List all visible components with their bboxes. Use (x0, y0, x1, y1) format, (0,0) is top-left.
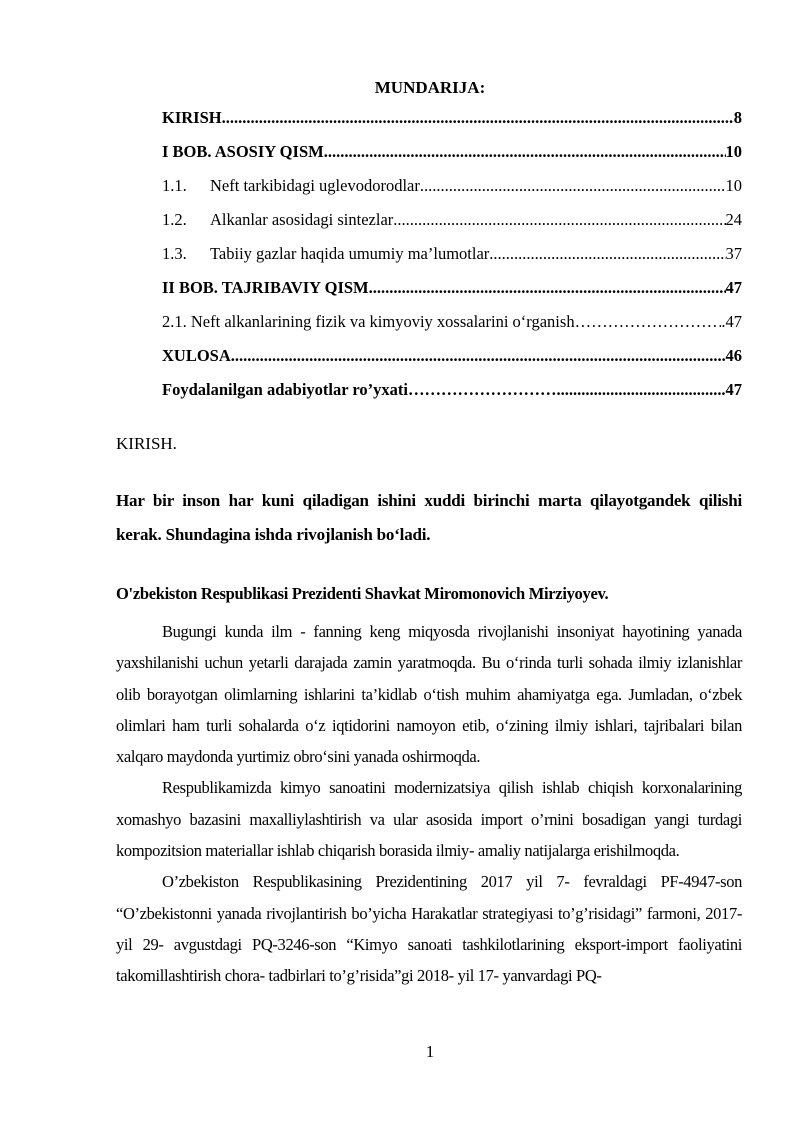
toc-entry-page: 10 (725, 142, 742, 161)
toc-leader-dots (231, 346, 726, 366)
toc-entry-page: 24 (725, 210, 742, 229)
toc-entry-page: 47 (725, 278, 742, 297)
paragraph: Bugungi kunda ilm - fanning keng miqyosda rivojlanishi insoniyat hayotining yanada yaxshilanishi uchun yetarli darajada zamin yaratmoqda. Bu o‘rinda turli sohada ilmiy izlanishlar olib borayotgan olimlarning ishlarini ta’kidlab o‘tish muhim ahamiyatga ega. Jumladan, o‘zbek olimlari ham turli sohalarda o‘z iqtidorini namoyon etib, o‘zining ilmiy ishlari, tajribalari bilan xalqaro maydonda yurtimiz obro‘sini yanada oshirmoqda. (116, 622, 742, 767)
toc-leader-dots (575, 312, 722, 332)
toc-entry-number: 1.1. (162, 176, 187, 195)
toc-entry-label: Neft tarkibidagi uglevodorodlar (210, 176, 420, 195)
toc-entry-label: XULOSA (162, 346, 231, 365)
toc-entry-2-1 (162, 312, 742, 346)
toc-entry-1-3 (162, 244, 742, 278)
toc-entry-page: .47 (721, 312, 742, 331)
toc-entry-number: 1.2. (162, 210, 187, 229)
paragraph: O’zbekiston Respublikasining Prezidentining 2017 yil 7- fevraldagi PF-4947-son “O’zbekistonni yanada rivojlantirish bo’yicha Harakatlar strategiyasi to’g’risidagi” farmoni, 2017-yil 29- avgustdagi PQ-3246-son “Kimyo sanoati tashkilotlarining eksport-import faoliyatini takomillashtirish chora- tadbirlari to’g’risida”gi 2018- yil 17- yanvardagi PQ- (116, 872, 742, 986)
toc-entry-page: 37 (725, 244, 742, 263)
toc-entry-label: Alkanlar asosidagi sintezlar (210, 210, 394, 229)
toc-entry-page: 10 (725, 176, 742, 195)
toc-title: MUNDARIJA: (374, 78, 486, 97)
toc-entry-label: I BOB. ASOSIY QISM (162, 142, 324, 161)
toc-entry-page: 8 (733, 108, 742, 127)
toc-leader-dots (324, 142, 726, 162)
epigraph-quote: Har bir inson har kuni qiladigan ishini xuddi birinchi marta qilayotgandek qilishi kerak. Shundagina ishda rivojlanish bo‘ladi. (116, 491, 742, 544)
body-text (116, 616, 742, 992)
toc-entry-number: 1.3. (162, 244, 187, 263)
toc-entry-label: Foydalanilgan adabiyotlar ro’yxati (162, 380, 409, 399)
toc-entry-chapter-1 (162, 142, 742, 176)
toc-leader-dots (489, 244, 725, 264)
toc-leader-dots (393, 210, 725, 230)
toc-entry-label: Tabiiy gazlar haqida umumiy ma’lumotlar (210, 244, 490, 263)
toc-entry-references (162, 380, 742, 414)
paragraph: Respublikamizda kimyo sanoatini modernizatsiya qilish ishlab chiqish korxonalarining xomashyo bazasini maxalliylashtirish va ular asosida import o’rnini bosadigan yangi turdagi kompozitsion materiallar ishlab chiqarish borasida ilmiy- amaliy natijalarga erishilmoqda. (116, 778, 742, 861)
epigraph-author: O'zbekiston Respublikasi Prezidenti Shavkat Miromonovich Mirziyoyev. (116, 584, 609, 603)
toc-entry-label: KIRISH (162, 108, 222, 127)
toc-entry-chapter-2 (162, 278, 742, 312)
toc-entry-xulosa (162, 346, 742, 380)
toc-entry-label: II BOB. TAJRIBAVIY QISM (162, 278, 369, 297)
toc-entry-page: 46 (725, 346, 742, 365)
page-number: 1 (425, 1042, 435, 1061)
toc-entry-label: 2.1. Neft alkanlarining fizik va kimyoviy xossalarini o‘rganish (162, 312, 575, 331)
toc-leader-ellipsis: ……………………… (408, 380, 557, 399)
toc-leader-dots (557, 380, 722, 400)
toc-entry-1-1 (162, 176, 742, 210)
toc-leader-dots (420, 176, 726, 196)
section-heading: KIRISH. (116, 434, 177, 453)
toc-entry-kirish (162, 108, 742, 142)
toc-leader-dots (222, 108, 734, 128)
toc-entry-1-2 (162, 210, 742, 244)
toc-entry-page: .47 (721, 380, 742, 399)
toc-leader-dots (369, 278, 726, 298)
table-of-contents (162, 108, 742, 414)
